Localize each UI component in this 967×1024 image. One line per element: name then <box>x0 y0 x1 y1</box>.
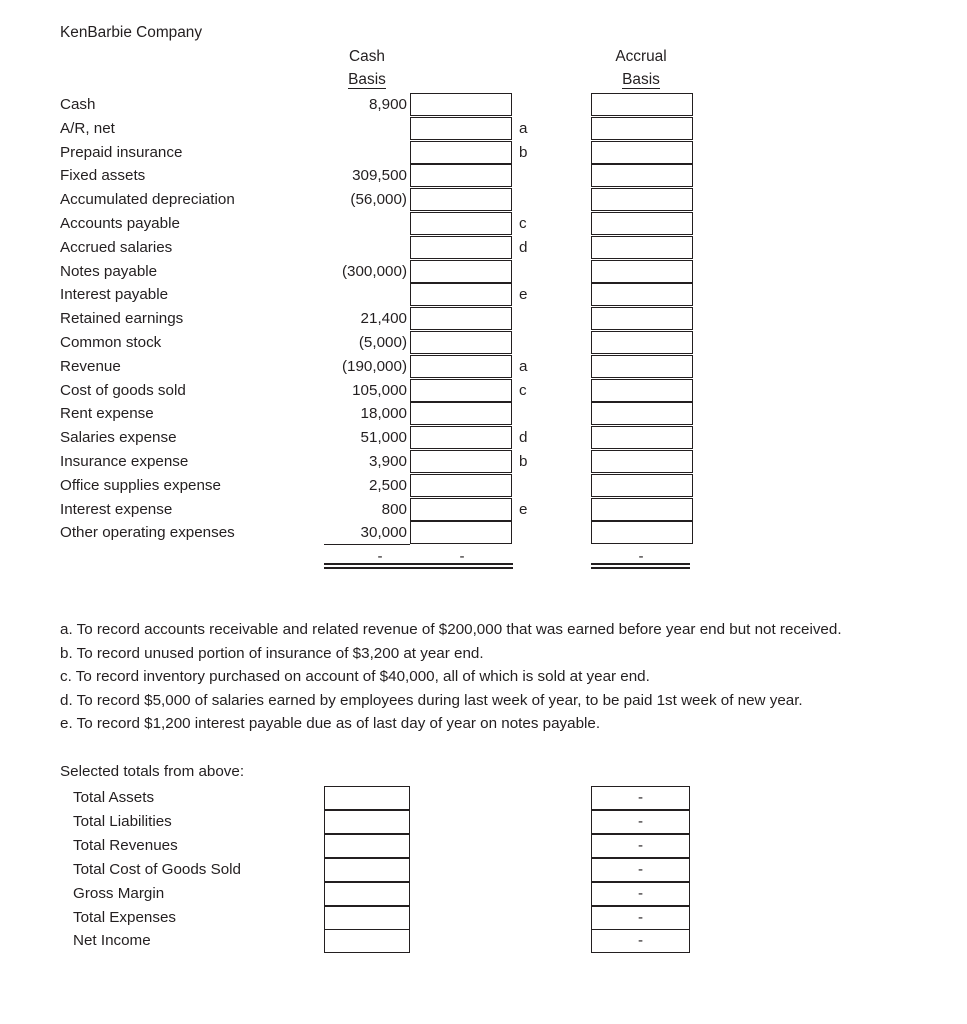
selected-total-label: Gross Margin <box>73 884 165 902</box>
worksheet-row <box>0 521 967 545</box>
selected-total-row <box>0 810 967 834</box>
cash-basis-input-cell[interactable] <box>410 355 512 378</box>
cash-basis-amount: (190,000) <box>341 357 407 375</box>
accrual-basis-input-cell[interactable] <box>591 283 693 306</box>
accrual-basis-header-underlined-text: Basis <box>622 71 660 88</box>
selected-total-row <box>0 929 967 953</box>
account-label: Rent expense <box>60 405 154 423</box>
adjustment-letter-marker: a <box>519 357 528 375</box>
worksheet-row <box>0 260 967 284</box>
worksheet-row <box>0 498 967 522</box>
cash-basis-input-cell[interactable] <box>410 426 512 449</box>
company-title: KenBarbie Company <box>60 24 203 41</box>
cash-basis-input-cell[interactable] <box>410 379 512 402</box>
worksheet-row <box>0 474 967 498</box>
account-label: Insurance expense <box>60 453 189 470</box>
worksheet-row <box>0 188 967 212</box>
cash-basis-input-cell[interactable] <box>410 283 512 306</box>
selected-total-accrual-value: - <box>637 789 644 806</box>
selected-total-cash-cell[interactable] <box>324 882 410 906</box>
selected-total-accrual-cell[interactable] <box>591 786 690 810</box>
account-label: Interest expense <box>60 500 173 518</box>
worksheet-row <box>0 379 967 403</box>
selected-total-accrual-cell[interactable] <box>591 834 690 858</box>
cash-basis-input-cell[interactable] <box>410 188 512 211</box>
cash-basis-input-cell[interactable] <box>410 450 512 473</box>
adjustment-letter-marker: d <box>519 429 528 447</box>
accrual-basis-input-cell[interactable] <box>591 164 693 187</box>
selected-total-cash-cell[interactable] <box>324 786 410 810</box>
cash-column-total-value: - <box>377 548 383 565</box>
accrual-basis-input-cell[interactable] <box>591 188 693 211</box>
cash-basis-input-cell[interactable] <box>410 236 512 259</box>
selected-total-accrual-cell[interactable] <box>591 810 690 834</box>
accrual-basis-input-cell[interactable] <box>591 402 693 425</box>
cash-basis-header-top: Cash <box>349 48 385 65</box>
accrual-column-double-rule <box>591 563 690 569</box>
cash-basis-input-cell[interactable] <box>410 164 512 187</box>
worksheet-row <box>0 164 967 188</box>
accrual-basis-input-cell[interactable] <box>591 307 693 330</box>
accrual-basis-input-cell[interactable] <box>591 379 693 402</box>
accrual-basis-input-cell[interactable] <box>591 450 693 473</box>
accrual-basis-input-cell[interactable] <box>591 236 693 259</box>
selected-total-accrual-cell[interactable] <box>591 906 690 930</box>
adjustment-note: a. To record accounts receivable and related revenue of $200,000 that was earned before year end but not received. <box>60 621 842 638</box>
cash-basis-amount: 18,000 <box>360 405 407 423</box>
adjustment-letter-marker: e <box>519 286 528 304</box>
worksheet-row <box>0 307 967 331</box>
adjustment-letter-marker: c <box>519 381 527 399</box>
cash-basis-amount: 2,500 <box>368 476 407 494</box>
worksheet-row <box>0 117 967 141</box>
selected-total-accrual-value: - <box>637 812 644 830</box>
selected-total-cash-cell[interactable] <box>324 834 410 858</box>
selected-total-cash-cell[interactable] <box>324 810 410 834</box>
accrual-basis-input-cell[interactable] <box>591 212 693 235</box>
worksheet-row <box>0 402 967 426</box>
cash-basis-input-cell[interactable] <box>410 117 512 140</box>
cash-basis-input-cell[interactable] <box>410 521 512 544</box>
cash-basis-amount: 8,900 <box>368 96 407 113</box>
selected-total-row <box>0 858 967 882</box>
cash-basis-amount: 30,000 <box>360 524 407 542</box>
account-label: Accumulated depreciation <box>60 191 235 209</box>
selected-total-accrual-cell[interactable] <box>591 929 690 953</box>
account-label: Office supplies expense <box>60 476 221 494</box>
cash-column-double-rule <box>324 563 513 569</box>
selected-total-label: Net Income <box>73 932 151 950</box>
accrual-basis-input-cell[interactable] <box>591 331 693 354</box>
adjustment-letter-marker: b <box>519 453 528 470</box>
worksheet-row <box>0 426 967 450</box>
cash-basis-amount: 21,400 <box>360 310 407 328</box>
selected-total-accrual-value: - <box>637 932 644 950</box>
accrual-basis-input-cell[interactable] <box>591 498 693 521</box>
selected-total-accrual-value: - <box>637 860 644 878</box>
selected-total-accrual-value: - <box>637 908 644 926</box>
cash-basis-input-cell[interactable] <box>410 402 512 425</box>
cash-basis-input-cell[interactable] <box>410 212 512 235</box>
cash-basis-amount: (300,000) <box>341 262 407 280</box>
account-label: Notes payable <box>60 262 158 280</box>
account-label: Retained earnings <box>60 310 184 328</box>
cash-basis-amount: 309,500 <box>352 167 407 185</box>
account-label: Prepaid insurance <box>60 143 183 161</box>
cash-column-subtotal-rule <box>324 544 410 545</box>
accrual-basis-input-cell[interactable] <box>591 426 693 449</box>
adjustment-note: b. To record unused portion of insurance of $3,200 at year end. <box>60 644 484 662</box>
selected-total-row <box>0 906 967 930</box>
cash-basis-input-cell[interactable] <box>410 260 512 283</box>
worksheet-row <box>0 236 967 260</box>
account-label: Accrued salaries <box>60 238 173 256</box>
accrual-basis-input-cell[interactable] <box>591 260 693 283</box>
selected-total-label: Total Revenues <box>73 836 178 854</box>
accrual-basis-input-cell[interactable] <box>591 474 693 497</box>
accrual-basis-input-cell[interactable] <box>591 93 693 116</box>
cash-basis-input-cell[interactable] <box>410 93 512 116</box>
worksheet-row <box>0 355 967 379</box>
selected-total-cash-cell[interactable] <box>324 906 410 930</box>
cash-basis-amount: 105,000 <box>352 381 407 399</box>
accrual-column-total-value: - <box>638 548 644 565</box>
selected-total-cash-cell[interactable] <box>324 858 410 882</box>
adjustment-notes-list <box>60 618 940 736</box>
selected-total-accrual-cell[interactable] <box>591 858 690 882</box>
cash-basis-amount: (5,000) <box>358 334 407 351</box>
cash-basis-input-cell[interactable] <box>410 141 512 164</box>
cash-basis-input-cell[interactable] <box>410 498 512 521</box>
account-label: Revenue <box>60 357 121 375</box>
worksheet-row <box>0 283 967 307</box>
adjustment-note: e. To record $1,200 interest payable due as of last day of year on notes payable. <box>60 715 601 733</box>
account-label: Interest payable <box>60 286 169 304</box>
selected-total-accrual-value: - <box>637 836 644 854</box>
worksheet-row <box>0 331 967 355</box>
accrual-basis-header-top: Accrual <box>615 48 667 65</box>
selected-total-label: Total Cost of Goods Sold <box>73 860 241 878</box>
adjustment-letter-marker: c <box>519 215 527 232</box>
adjustment-letter-marker: e <box>519 500 528 518</box>
selected-total-cash-cell[interactable] <box>324 929 410 953</box>
account-label: Cash <box>60 96 96 113</box>
account-label: Common stock <box>60 334 162 351</box>
selected-total-accrual-value: - <box>637 884 644 902</box>
accrual-basis-input-cell[interactable] <box>591 117 693 140</box>
worksheet-row <box>0 212 967 236</box>
worksheet-row <box>0 141 967 165</box>
account-label: A/R, net <box>60 119 115 137</box>
accrual-basis-input-cell[interactable] <box>591 141 693 164</box>
accrual-basis-input-cell[interactable] <box>591 355 693 378</box>
cash-box-column-total-value: - <box>459 548 465 565</box>
worksheet-row <box>0 93 967 117</box>
selected-total-label: Total Assets <box>73 789 155 806</box>
selected-total-row <box>0 882 967 906</box>
selected-total-accrual-cell[interactable] <box>591 882 690 906</box>
selected-total-label: Total Expenses <box>73 908 176 926</box>
cash-basis-input-cell[interactable] <box>410 307 512 330</box>
selected-total-row <box>0 786 967 810</box>
cash-basis-amount: (56,000) <box>350 191 407 209</box>
adjustment-letter-marker: b <box>519 143 528 161</box>
cash-basis-amount: 800 <box>381 500 407 518</box>
cash-basis-input-cell[interactable] <box>410 474 512 497</box>
cash-basis-amount: 51,000 <box>360 429 407 447</box>
worksheet-row <box>0 450 967 474</box>
adjustment-note: d. To record $5,000 of salaries earned by employees during last week of year, to be paid 1st week of new year. <box>60 691 803 709</box>
selected-total-label: Total Liabilities <box>73 812 172 830</box>
cash-basis-input-cell[interactable] <box>410 331 512 354</box>
accrual-basis-input-cell[interactable] <box>591 521 693 544</box>
adjustment-note: c. To record inventory purchased on account of $40,000, all of which is sold at year end. <box>60 668 650 686</box>
account-label: Accounts payable <box>60 215 180 232</box>
adjustment-letter-marker: a <box>519 119 528 137</box>
cash-basis-amount: 3,900 <box>368 453 407 470</box>
selected-total-row <box>0 834 967 858</box>
selected-totals-title: Selected totals from above: <box>60 763 245 780</box>
account-label: Cost of goods sold <box>60 381 186 399</box>
account-label: Salaries expense <box>60 429 177 447</box>
cash-basis-header-underlined-text: Basis <box>348 71 386 88</box>
adjustment-letter-marker: d <box>519 238 528 256</box>
account-label: Fixed assets <box>60 167 146 185</box>
account-label: Other operating expenses <box>60 524 235 542</box>
